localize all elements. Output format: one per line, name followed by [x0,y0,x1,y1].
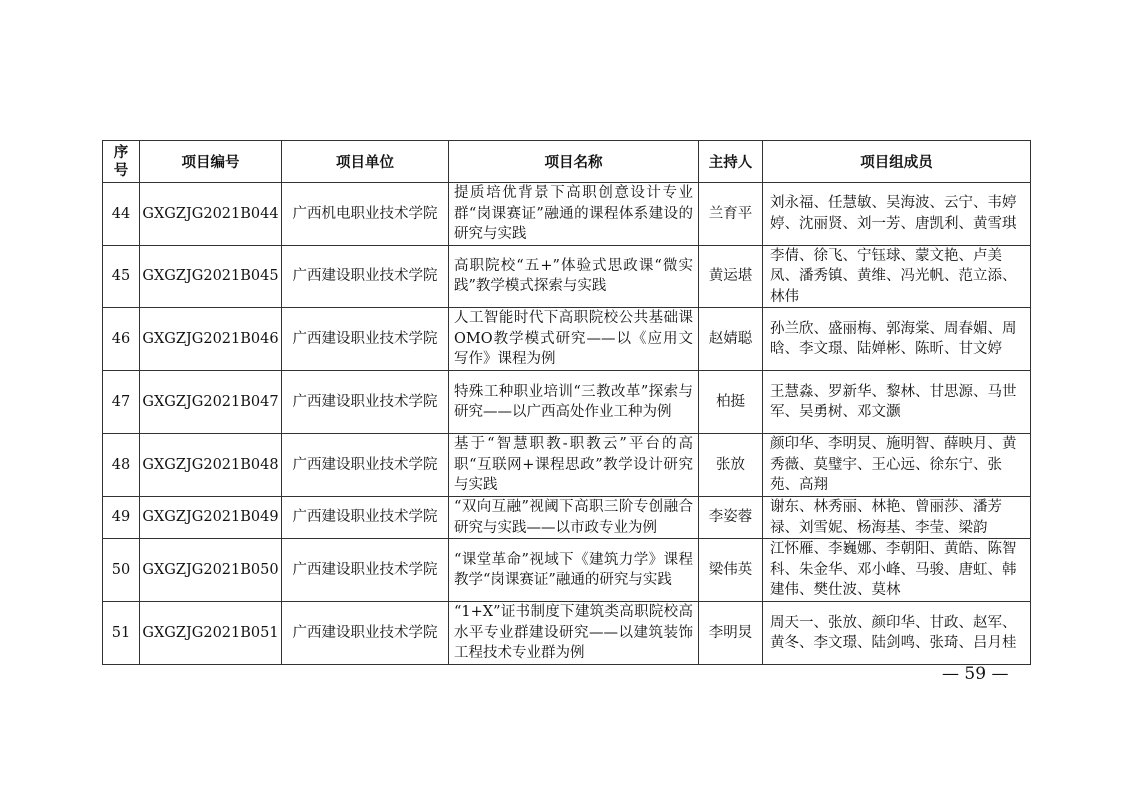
table-row [103,497,1031,539]
cell-members: 李倩、徐飞、宁钰球、蒙文艳、卢美凤、潘秀镇、黄维、冯光帆、范立添、林伟 [763,245,1031,308]
cell-index: 45 [103,245,140,308]
cell-index: 46 [103,308,140,371]
cell-host: 柏挺 [699,371,763,434]
table-row [103,308,1031,371]
cell-code: GXGZJG2021B051 [140,602,282,665]
header-host: 主持人 [699,141,763,183]
cell-host: 黄运堪 [699,245,763,308]
table-row [103,539,1031,602]
cell-name: 人工智能时代下高职院校公共基础课OMO教学模式研究——以《应用文写作》课程为例 [449,308,699,371]
cell-unit: 广西建设职业技术学院 [282,371,449,434]
cell-unit: 广西建设职业技术学院 [282,434,449,497]
cell-index: 49 [103,497,140,539]
header-name: 项目名称 [449,141,699,183]
table-row [103,245,1031,308]
cell-host: 李明炅 [699,602,763,665]
cell-code: GXGZJG2021B045 [140,245,282,308]
table-row [103,183,1031,246]
cell-unit: 广西建设职业技术学院 [282,539,449,602]
cell-index: 50 [103,539,140,602]
cell-unit: 广西建设职业技术学院 [282,602,449,665]
cell-unit: 广西机电职业技术学院 [282,183,449,246]
cell-members: 刘永福、任慧敏、吴海波、云宁、韦婷婷、沈丽贤、刘一芳、唐凯利、黄雪琪 [763,183,1031,246]
cell-unit: 广西建设职业技术学院 [282,245,449,308]
cell-host: 李姿蓉 [699,497,763,539]
table-row [103,602,1031,665]
table-row [103,371,1031,434]
cell-host: 梁伟英 [699,539,763,602]
cell-index: 51 [103,602,140,665]
header-members: 项目组成员 [763,141,1031,183]
cell-index: 44 [103,183,140,246]
table-row [103,434,1031,497]
cell-host: 兰育平 [699,183,763,246]
cell-code: GXGZJG2021B049 [140,497,282,539]
header-code: 项目编号 [140,141,282,183]
cell-members: 江怀雁、李巍娜、李朝阳、黄皓、陈智科、朱金华、邓小峰、马骏、唐虹、韩建伟、樊仕波、莫林 [763,539,1031,602]
cell-members: 孙兰欣、盛丽梅、郭海棠、周春媚、周晗、李文璟、陆婵彬、陈昕、甘文婷 [763,308,1031,371]
cell-name: 特殊工种职业培训“三教改革”探索与研究——以广西高处作业工种为例 [449,371,699,434]
header-index-line2: 号 [113,162,129,179]
cell-name: 基于“智慧职教-职教云”平台的高职“互联网+课程思政”教学设计研究与实践 [449,434,699,497]
cell-members: 颜印华、李明炅、施明智、薛映月、黄秀薇、莫璧宇、王心远、徐东宁、张苑、高翔 [763,434,1031,497]
cell-members: 谢东、林秀丽、林艳、曾丽莎、潘芳禄、刘雪妮、杨海基、李莹、梁韵 [763,497,1031,539]
cell-code: GXGZJG2021B047 [140,371,282,434]
cell-host: 赵婧聪 [699,308,763,371]
cell-code: GXGZJG2021B050 [140,539,282,602]
header-index-line1: 序 [113,144,129,161]
cell-name: 提质培优背景下高职创意设计专业群“岗课赛证”融通的课程体系建设的研究与实践 [449,183,699,246]
cell-index: 48 [103,434,140,497]
cell-name: “双向互融”视阈下高职三阶专创融合研究与实践——以市政专业为例 [449,497,699,539]
cell-name: “1+X”证书制度下建筑类高职院校高水平专业群建设研究——以建筑装饰工程技术专业群为例 [449,602,699,665]
cell-members: 周天一、张放、颜印华、甘政、赵军、黄冬、李文璟、陆剑鸣、张琦、吕月桂 [763,602,1031,665]
header-index [103,141,140,183]
page-number: — 59 — [942,664,1009,684]
cell-code: GXGZJG2021B046 [140,308,282,371]
cell-members: 王慧淼、罗新华、黎林、甘思源、马世军、吴勇树、邓文灏 [763,371,1031,434]
cell-unit: 广西建设职业技术学院 [282,497,449,539]
header-unit: 项目单位 [282,141,449,183]
cell-host: 张放 [699,434,763,497]
cell-index: 47 [103,371,140,434]
cell-name: “课堂革命”视域下《建筑力学》课程教学“岗课赛证”融通的研究与实践 [449,539,699,602]
cell-name: 高职院校“五+”体验式思政课“微实践”教学模式探索与实践 [449,245,699,308]
project-table [102,140,1031,665]
cell-code: GXGZJG2021B048 [140,434,282,497]
cell-unit: 广西建设职业技术学院 [282,308,449,371]
cell-code: GXGZJG2021B044 [140,183,282,246]
table-header-row [103,141,1031,183]
